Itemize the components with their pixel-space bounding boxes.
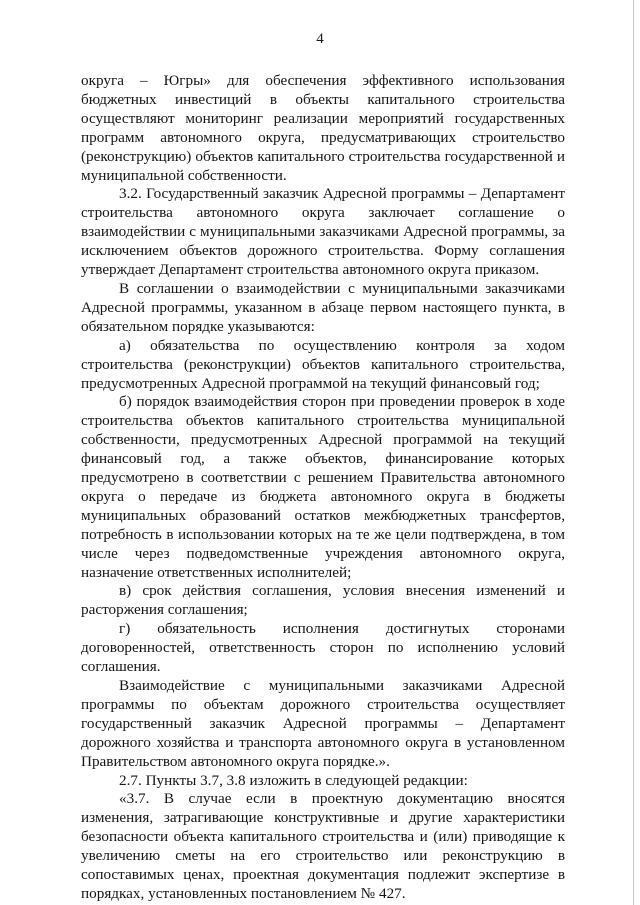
- page-number: 4: [316, 31, 324, 47]
- paragraph-road-construction: Взаимодействие с муниципальными заказчиками Адресной программы по объектам дорожного строительства осуществляет государственный заказчик Адресной программы – Департамент дорожного хозяйства и транспорта автономного округа в установленном Правительством автономного округа порядке.».: [81, 677, 565, 770]
- paragraph-item-g: г) обязательность исполнения достигнутых сторонами договоренностей, ответственность сторон по исполнению условий соглашения.: [81, 620, 565, 676]
- scan-edge-line: [633, 0, 634, 905]
- paragraph-agreement-intro: В соглашении о взаимодействии с муниципальными заказчиками Адресной программы, указанном в абзаце первом настоящего пункта, в обязательном порядке указываются:: [81, 279, 565, 335]
- paragraph-item-a: а) обязательства по осуществлению контроля за ходом строительства (реконструкции) объектов капитального строительства, предусмотренных Адресной программой на текущий финансовый год;: [81, 336, 565, 392]
- paragraph-item-v: в) срок действия соглашения, условия внесения изменений и расторжения соглашения;: [81, 582, 565, 619]
- paragraph-3-2: 3.2. Государственный заказчик Адресной программы – Департамент строительства автономного округа заключает соглашение о взаимодействии с муниципальными заказчиками Адресной программы, за исключением объектов дорожного строительства. Форму соглашения утверждает Департамент строительства автономного округа приказом.: [81, 185, 565, 279]
- paragraph-continuation: округа – Югры» для обеспечения эффективного использования бюджетных инвестиций в объекты капитального строительства осуществляют мониторинг реализации мероприятий государственных программ автономного округа, предусматривающих строительство (реконструкцию) объектов капитального строительства государственной и муниципальной собственности.: [81, 72, 565, 184]
- document-body: [81, 72, 565, 904]
- paragraph-2-7: 2.7. Пункты 3.7, 3.8 изложить в следующей редакции:: [119, 771, 468, 789]
- paragraph-3-7: «3.7. В случае если в проектную документацию вносятся изменения, затрагивающие конструктивные и другие характеристики безопасности объекта капитального строительства и (или) приводящие к увеличению сметы на его строительство или реконструкцию в сопоставимых ценах, проектная документация подлежит экспертизе в порядках, установленных постановлением № 427.: [81, 790, 565, 902]
- paragraph-item-b: б) порядок взаимодействия сторон при проведении проверок в ходе строительства объектов капитального строительства муниципальной собственности, предусмотренных Адресной программой на текущий финансовый год, а также объектов, финансирование которых предусмотрено в соответствии с решением Правительства автономного округа о передаче из бюджета автономного округа в бюджеты муниципальных образований остатков межбюджетных трансфертов, потребность в использовании которых на те же цели подтверждена, в том числе через подведомственные учреждения автономного округа, назначение ответственных исполнителей;: [81, 393, 565, 581]
